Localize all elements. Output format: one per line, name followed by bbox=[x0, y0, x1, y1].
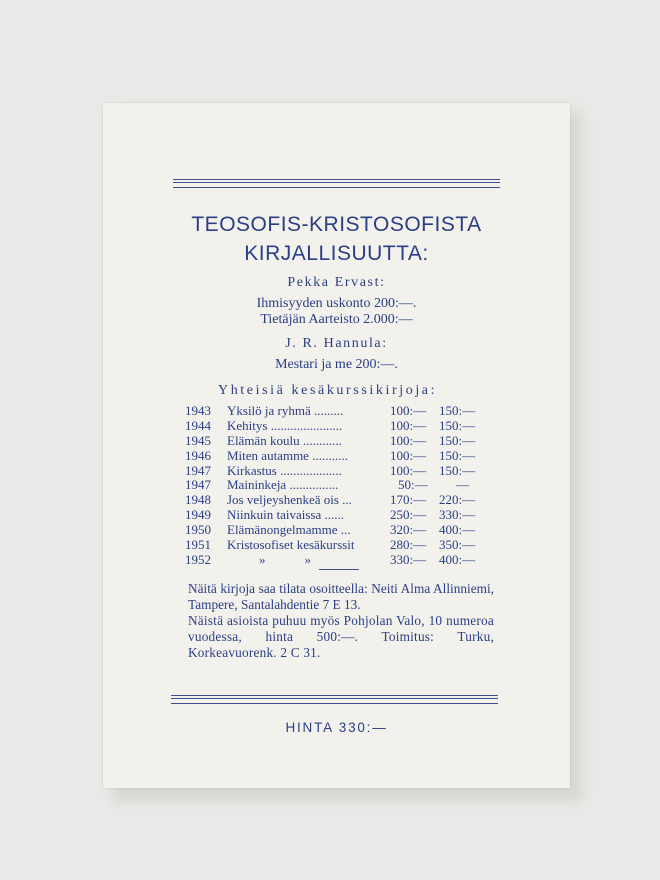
list-item bbox=[185, 523, 485, 538]
book-year: 1950 bbox=[185, 522, 211, 538]
list-item bbox=[185, 419, 485, 434]
book-price-1: 280:— bbox=[390, 537, 427, 553]
book-year: 1951 bbox=[185, 537, 211, 553]
journal-info-text: Näistä asioista puhuu myös Pohjolan Valo, 10 numeroa vuodessa, hinta 500:—. Toimitus: Turku, Korkeavuorenk. 2 C 31. bbox=[188, 613, 494, 660]
summer-books-list bbox=[185, 404, 485, 568]
title-line-2: KIRJALLISUUTTA: bbox=[244, 242, 429, 265]
book-price-2: 350:— bbox=[439, 537, 476, 553]
book-title: Kristosofiset kesäkurssit bbox=[227, 537, 355, 553]
short-divider bbox=[319, 569, 359, 570]
book-title: Yksilö ja ryhmä ......... bbox=[227, 403, 344, 418]
book-title: Kehitys ...................... bbox=[227, 417, 343, 433]
book-price-2: 150:— bbox=[439, 462, 476, 478]
price-label: HINTA 330:— bbox=[285, 720, 388, 735]
list-item bbox=[185, 493, 485, 508]
list-item bbox=[185, 434, 485, 449]
book-year: 1947 bbox=[185, 462, 211, 478]
book-price-1: 50:— bbox=[398, 477, 428, 493]
book-tietajan-aarteisto: Tietäjän Aarteisto 2.000:— bbox=[260, 312, 413, 327]
book-price-1: 330:— bbox=[390, 551, 427, 567]
bottom-double-rule bbox=[171, 695, 498, 704]
book-price-1: 100:— bbox=[390, 447, 427, 463]
book-price-1: 170:— bbox=[390, 492, 427, 508]
book-year: 1946 bbox=[185, 447, 211, 463]
book-price-1: 250:— bbox=[390, 507, 427, 523]
book-price-1: 320:— bbox=[390, 522, 427, 538]
title-line-1: TEOSOFIS-KRISTOSOFISTA bbox=[191, 213, 482, 236]
list-item bbox=[185, 508, 485, 523]
list-item bbox=[185, 449, 485, 464]
book-price-2: 400:— bbox=[439, 551, 476, 567]
book-price-2: — bbox=[456, 477, 469, 493]
book-title: » » bbox=[259, 551, 311, 567]
book-title: Elämänongelmamme ... bbox=[227, 522, 351, 538]
order-address-text: Näitä kirjoja saa tilata osoitteella: Neiti Alma Allinniemi, Tampere, Santalahdentie 7 E 13. bbox=[188, 581, 494, 612]
book-title: Elämän koulu ............ bbox=[227, 432, 342, 448]
list-item bbox=[185, 538, 485, 553]
book-year: 1948 bbox=[185, 492, 211, 508]
book-price-2: 150:— bbox=[439, 447, 476, 463]
book-title: Miten autamme ........... bbox=[227, 447, 348, 463]
book-price-2: 330:— bbox=[439, 507, 476, 523]
book-year: 1947 bbox=[185, 477, 211, 493]
book-price-2: 400:— bbox=[439, 522, 476, 538]
book-ihmisyyden-uskonto: Ihmisyyden uskonto 200:—. bbox=[256, 296, 417, 311]
summer-books-heading: Yhteisiä kesäkurssikirjoja: bbox=[218, 383, 438, 398]
list-item bbox=[185, 404, 485, 419]
book-year: 1945 bbox=[185, 432, 211, 448]
list-item bbox=[185, 464, 485, 479]
book-title: Jos veljeyshenkeä ois ... bbox=[227, 492, 352, 508]
book-price-1: 100:— bbox=[390, 403, 427, 418]
author-pekka-ervast: Pekka Ervast: bbox=[287, 275, 386, 290]
book-price-1: 100:— bbox=[390, 462, 427, 478]
book-title: Maininkeja ............... bbox=[227, 477, 339, 493]
book-price-2: 150:— bbox=[439, 417, 476, 433]
book-mestari-ja-me: Mestari ja me 200:—. bbox=[275, 357, 398, 372]
book-price-1: 100:— bbox=[390, 432, 427, 448]
top-double-rule bbox=[173, 179, 500, 188]
book-year: 1944 bbox=[185, 417, 211, 433]
book-year: 1952 bbox=[185, 551, 211, 567]
book-price-2: 220:— bbox=[439, 492, 476, 508]
list-item bbox=[185, 478, 485, 493]
book-price-2: 150:— bbox=[439, 403, 476, 418]
book-price-1: 100:— bbox=[390, 417, 427, 433]
book-year: 1949 bbox=[185, 507, 211, 523]
book-price-2: 150:— bbox=[439, 432, 476, 448]
author-jr-hannula: J. R. Hannula: bbox=[285, 336, 388, 351]
book-title: Kirkastus ................... bbox=[227, 462, 342, 478]
book-back-cover bbox=[103, 103, 570, 788]
list-item bbox=[185, 553, 485, 568]
book-title: Niinkuin taivaissa ...... bbox=[227, 507, 344, 523]
book-year: 1943 bbox=[185, 403, 211, 418]
